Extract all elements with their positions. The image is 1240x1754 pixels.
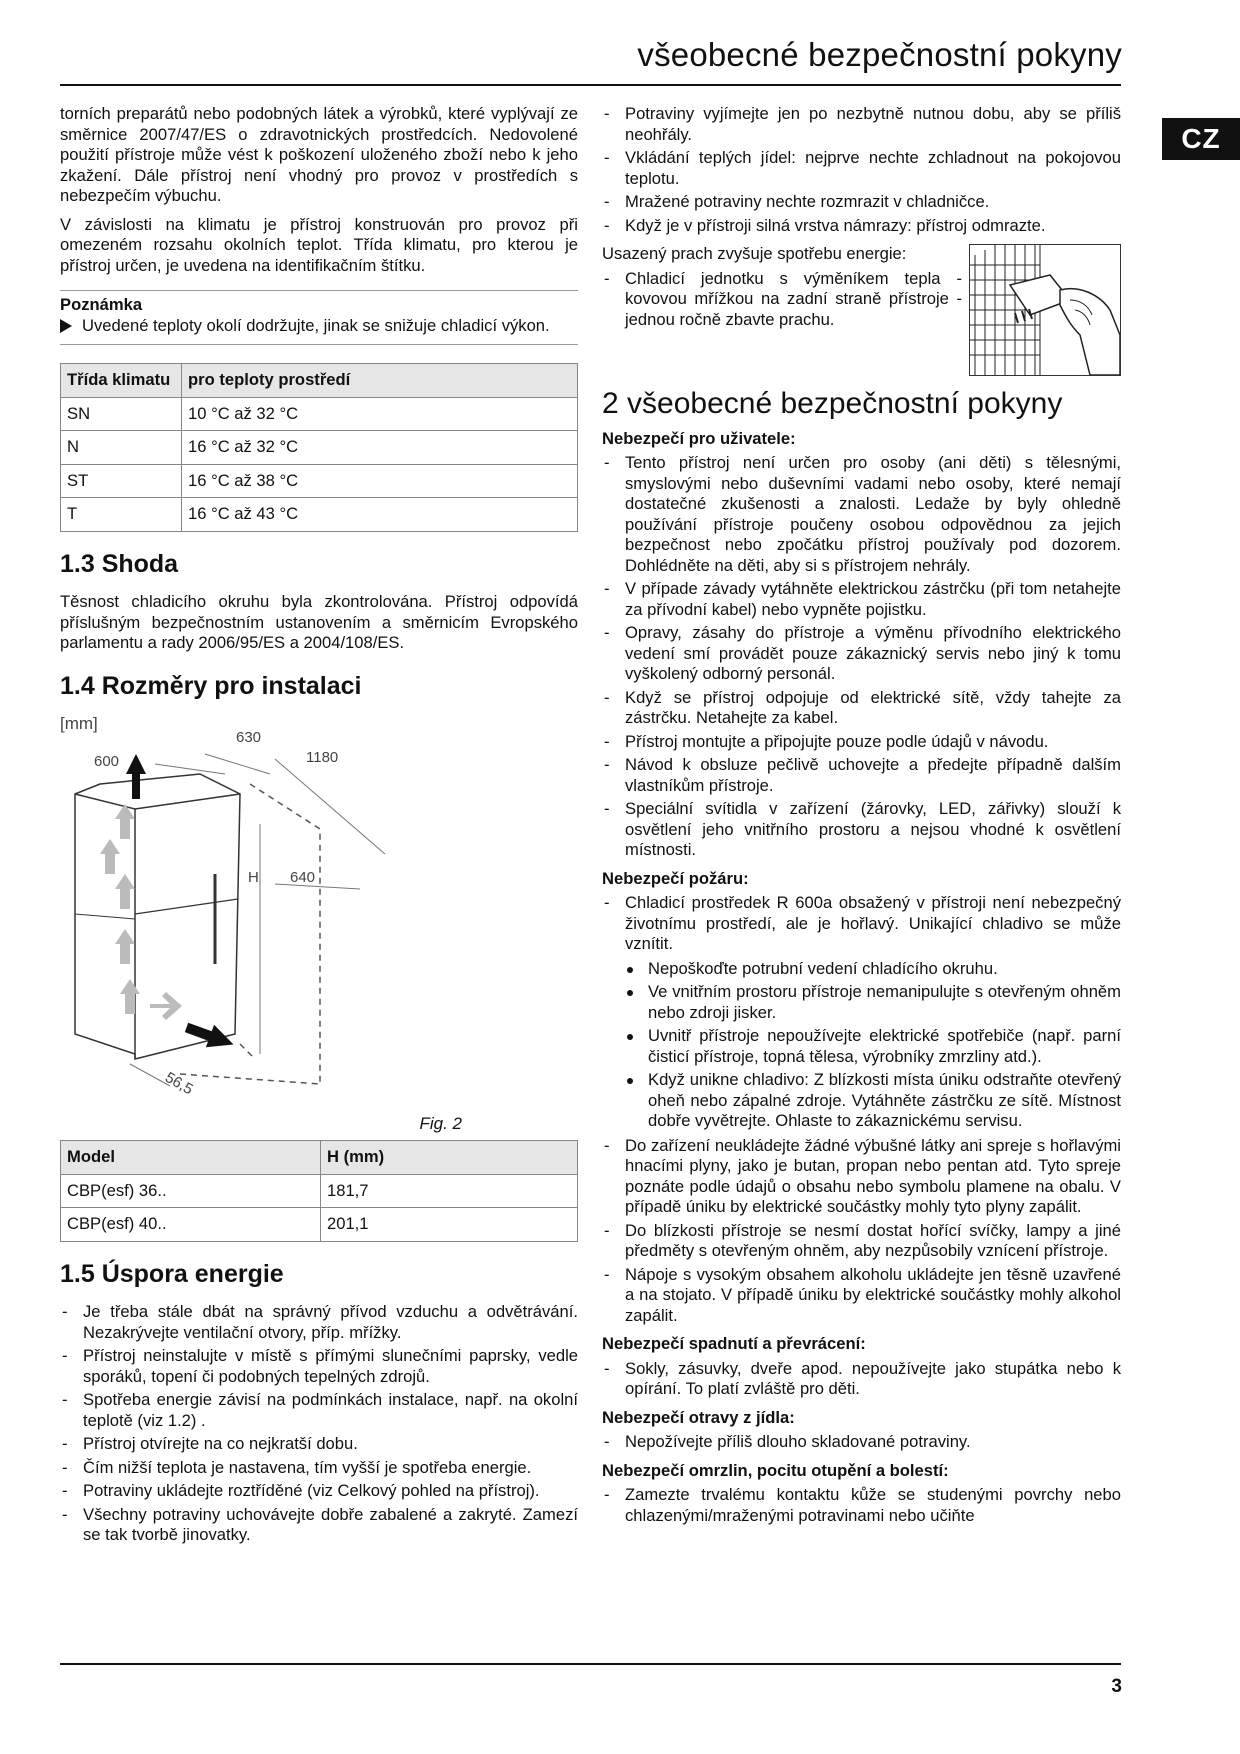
table-cell: 181,7: [321, 1174, 578, 1208]
section-title-uspora: 1.5 Úspora energie: [60, 1259, 284, 1288]
list-item: - Zamezte trvalému kontaktu kůže se studenými povrchy nebo chlazenými/mraženými potravinami nebo učiňte: [602, 1485, 1121, 1526]
table-row: [61, 431, 578, 465]
table-cell: CBP(esf) 36..: [61, 1174, 321, 1208]
users-danger-list: [602, 453, 1121, 861]
list-item: - Přístroj otvírejte na co nejkratší dobu.: [60, 1434, 578, 1455]
table-row: [61, 1208, 578, 1242]
note: [60, 316, 578, 337]
table-header-row: [61, 1141, 578, 1175]
frostbite-list: [602, 1485, 1121, 1526]
note-divider: [60, 336, 578, 345]
dimension-630: 630: [236, 729, 262, 746]
fire-danger-heading: Nebezpečí požáru:: [602, 868, 749, 888]
table-cell: SN: [61, 397, 182, 431]
list-item: - Do zařízení neukládejte žádné výbušné látky ani spreje s hořlavými hnacími plyny, jako je butan, propan nebo pentan atd. Tyto spreje poznáte podle údajů o obsahu nebo symbolu plamene na obalu. V případě úniku by elektrické součástky mohly tyto plyny zapálit.: [602, 1136, 1121, 1218]
food-poisoning-list: [602, 1432, 1121, 1453]
frostbite-heading: Nebezpečí omrzlin, pocitu otupění a bolestí:: [602, 1460, 949, 1480]
fire-danger-list: [602, 893, 1121, 1326]
page-number: 3: [1111, 1676, 1122, 1697]
shoda-paragraph: Těsnost chladicího okruhu byla zkontrolována. Přístroj odpovídá příslušným bezpečnostním ustanovením a směrnicím Evropského parlamentu a rady 2006/95/ES a 2004/108/ES.: [60, 592, 578, 652]
installation-dimensions-figure: [60, 714, 578, 1134]
list-item: - Speciální svítidla v zařízení (žárovky, LED, zářivky) slouží k osvětlení jeho vnitřního prostoru a nejsou vhodné k osvětlení místnosti.: [602, 799, 1121, 861]
dimension-56-5: 56,5: [162, 1068, 196, 1099]
table-cell: 10 °C až 32 °C: [182, 397, 578, 431]
table-cell: 16 °C až 32 °C: [182, 431, 578, 465]
list-item: - Přístroj montujte a připojujte pouze podle údajů v návodu.: [602, 732, 1121, 753]
table-cell: 201,1: [321, 1208, 578, 1242]
users-danger-heading: Nebezpečí pro uživatele:: [602, 428, 796, 448]
list-item: - Do blízkosti přístroje se nesmí dostat hořící svíčky, lampy a jiné předměty s otevřeným ohněm, aby nezpůsobily vznícení přístroje.: [602, 1221, 1121, 1262]
fridge-dimensions-drawing: [60, 714, 578, 1134]
intro-paragraph-2: V závislosti na klimatu je přístroj konstruován pro provoz při omezeném rozsahu okolních teplot. Třída klimatu, pro kterou je přístroj určen, je uvedena na identifikačním štítku.: [60, 214, 578, 275]
dust-intro: Usazený prach zvyšuje spotřebu energie:: [602, 244, 907, 263]
table-cell: T: [61, 498, 182, 532]
note-label: Poznámka: [60, 290, 578, 316]
page-header-title: všeobecné bezpečnostní pokyny: [637, 36, 1122, 73]
list-item-text: Chladicí prostředek R 600a obsažený v přístroji není nebezpečný životnímu prostředí, ale je hořlavý. Unikající chladivo se může vznítit.: [625, 893, 1121, 953]
table-row: [61, 397, 578, 431]
climate-table: [60, 363, 578, 532]
table-row: [61, 1174, 578, 1208]
table-cell: CBP(esf) 40..: [61, 1208, 321, 1242]
list-item: - Opravy, zásahy do přístroje a výměnu přívodního elektrického vedení smí provádět pouze zákaznický servis nebo jiný k tomu vyškolený odborný personál.: [602, 623, 1121, 685]
tipping-danger-heading: Nebezpečí spadnutí a převrácení:: [602, 1334, 866, 1353]
list-item: - V případe závady vytáhněte elektrickou zástrčku (při tom netahejte za přívodní kabel) nebo vypněte pojistku.: [602, 579, 1121, 620]
section-title-rozmery: 1.4 Rozměry pro instalaci: [60, 671, 362, 700]
food-poisoning-heading: Nebezpečí otravy z jídla:: [602, 1407, 795, 1427]
model-table: [60, 1140, 578, 1242]
list-item: - Návod k obsluze pečlivě uchovejte a předejte případně dalším vlastníkům přístroje.: [602, 755, 1121, 796]
section-title-shoda: 1.3 Shoda: [60, 549, 179, 578]
list-item: [602, 893, 1121, 1132]
table-header-cell: Model: [61, 1141, 321, 1175]
table-header-cell: Třída klimatu: [61, 364, 182, 398]
table-cell: N: [61, 431, 182, 465]
note-text: Uvedené teploty okolí dodržujte, jinak se snižuje chladicí výkon.: [82, 315, 550, 335]
tipping-danger-list: [602, 1359, 1121, 1400]
figure-unit-label: [mm]: [60, 714, 98, 733]
table-header-cell: pro teploty prostředí: [182, 364, 578, 398]
list-item: Nepoškoďte potrubní vedení chladícího okruhu.: [625, 959, 1121, 980]
table-cell: ST: [61, 464, 182, 498]
list-item: - Spotřeba energie závisí na podmínkách instalace, např. na okolní teplotě (viz 1.2) .: [60, 1390, 578, 1431]
triangle-bullet-icon: [60, 319, 72, 333]
list-item: - Když se přístroj odpojuje od elektrické sítě, vždy tahejte za zástrčku. Netahejte za kabel.: [602, 688, 1121, 729]
table-header-row: [61, 364, 578, 398]
fire-sub-list: [625, 959, 1121, 1132]
list-item: - Nepožívejte příliš dlouho skladované potraviny.: [602, 1432, 1121, 1453]
list-item: - Přístroj neinstalujte v místě s přímými slunečními paprsky, vedle sporáků, topení či podobných tepelných zdrojů.: [60, 1346, 578, 1387]
left-column: [60, 104, 578, 1554]
footer-rule: [60, 1663, 1121, 1665]
section-title-safety: 2 všeobecné bezpečnostní pokyny: [602, 387, 1063, 420]
brush-cleaning-illustration: [969, 244, 1121, 376]
list-item: - Sokly, zásuvky, dveře apod. nepoužívejte jako stupátka nebo k opírání. To platí zvláště pro děti.: [602, 1359, 1121, 1400]
table-header-cell: H (mm): [321, 1141, 578, 1175]
table-row: [61, 464, 578, 498]
dimension-h: H: [248, 869, 259, 886]
list-item: - Čím nižší teplota je nastavena, tím vyšší je spotřeba energie.: [60, 1458, 578, 1479]
list-item: - Je třeba stále dbát na správný přívod vzduchu a odvětrávání. Nezakrývejte ventilační otvory, příp. mřížky.: [60, 1302, 578, 1343]
header-rule: [60, 84, 1121, 86]
figure-caption: Fig. 2: [419, 1113, 462, 1133]
list-item: Když unikne chladivo: Z blízkosti místa úniku odstraňte otevřený oheň nebo zápalné zdroje. Vytáhněte zástrčku ze sítě. Místnost dobře vyvětrejte. Ohlaste to zákaznickému servisu.: [625, 1070, 1121, 1132]
table-row: [61, 498, 578, 532]
list-item: - Tento přístroj není určen pro osoby (ani děti) s tělesnými, smyslovými nebo duševními vadami nebo osoby, které nemají dostatečné zkušenosti a znalosti. Ledaže by byly ohledně používání přístroje poučeny osobou odpovědnou za jejich bezpečnost nebo zpočátku přístroj používaly pod dozorem. Dohlédněte na děti, aby si s přístrojem nehrály.: [602, 453, 1121, 576]
dimension-600: 600: [94, 753, 120, 770]
list-item: - Nápoje s vysokým obsahem alkoholu ukládejte jen těsně uzavřené a na stojato. V případě úniku by elektrické součástky mohly alkohol zapálit.: [602, 1265, 1121, 1327]
intro-paragraph-1: torních preparátů nebo podobných látek a výrobků, které vyplývají ze směrnice 2007/47/ES o zdravotnických prostředcích. Nedovolené použití přístroje může vést k poškození uloženého zboží nebo k jeho zkažení. Dále přístroj není vhodný pro provoz v prostředích s nebezpečím výbuchu.: [60, 104, 578, 205]
list-item: - Vkládání teplých jídel: nejprve nechte zchladnout na pokojovou teplotu.: [602, 148, 1121, 189]
storage-tips-list: [602, 104, 1121, 236]
list-item: - Potraviny ukládejte roztříděné (viz Celkový pohled na přístroj).: [60, 1481, 578, 1502]
dust-list: [602, 269, 962, 331]
list-item: - Potraviny vyjímejte jen po nezbytně nutnou dobu, aby se příliš neohřály.: [602, 104, 1121, 145]
dimension-640: 640: [290, 869, 316, 886]
list-item: - Mražené potraviny nechte rozmrazit v chladničce.: [602, 192, 1121, 213]
list-item: - Všechny potraviny uchovávejte dobře zabalené a zakryté. Zamezí se tak tvorbě jinovatky.: [60, 1505, 578, 1546]
list-item: - Chladicí jednotku s výměníkem tepla - kovovou mřížkou na zadní straně přístroje - jednou ročně zbavte prachu.: [602, 269, 962, 331]
list-item: Uvnitř přístroje nepoužívejte elektrické spotřebiče (např. parní čisticí přístroje, topná tělesa, výrobníky zmrzliny atd.).: [625, 1026, 1121, 1067]
table-cell: 16 °C až 38 °C: [182, 464, 578, 498]
list-item: Ve vnitřním prostoru přístroje nemanipulujte s otevřeným ohněm nebo zdroji jisker.: [625, 982, 1121, 1023]
dust-cleaning-block: [602, 244, 1121, 394]
right-column: [602, 104, 1121, 1534]
language-tab: CZ: [1162, 118, 1240, 160]
list-item: - Když je v přístroji silná vrstva námrazy: přístroj odmrazte.: [602, 216, 1121, 237]
table-cell: 16 °C až 43 °C: [182, 498, 578, 532]
dimension-1180: 1180: [306, 749, 339, 766]
energy-saving-list: [60, 1302, 578, 1546]
